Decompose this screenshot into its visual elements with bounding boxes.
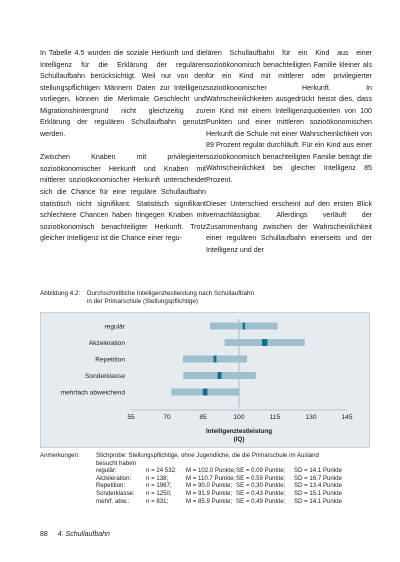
- x-axis-title: Intelligenztestleistung: [205, 428, 273, 435]
- notes-cell-sd: SD = 16.7 Punkte: [294, 474, 342, 482]
- notes-cell-m: M = 91.9 Punkte;: [186, 489, 233, 497]
- notes-row: [40, 498, 370, 506]
- page-footer: [40, 531, 110, 538]
- notes-cell-sd: SD = 14.1 Punkte: [294, 497, 342, 505]
- x-tick-label: 115: [269, 414, 281, 421]
- notes-cell-se: SE = 0.43 Punkte;: [236, 489, 286, 497]
- paragraph: In Tabelle 4.5 wurden die soziale Herkunft und die Intelligenz für die Erklärung der regulären Schullaufbahn berücksichtigt. Weil nur von den stellungspflichtigen Männern Daten zur Intelligenz vorliegen, können die Merkmale Geschlecht und Migrationshintergrund nicht gleichzeitig zur Erklärung der regulären Schullaufbahn genutzt werden.: [40, 49, 206, 138]
- notes-row: [40, 467, 370, 475]
- x-tick-label: 55: [127, 414, 135, 421]
- figure-caption: [40, 290, 370, 306]
- paragraph: lären Schullaufbahn für ein Kind aus einer sozioökonomisch benachteiligten Familie kleiner als für ein Kind mit mittlerer oder privilegierter sozioökonomischer Herkunft. In Wahrscheinlichkeiten ausgedrückt heisst dies, dass ein Kind mit einem Intelligenzquotienten von 100 Punkten und einer mittleren sozioökonomischen Herkunft die Schule mit einer Wahrscheinlichkeit von 89 Prozent regulär durchläuft. Für ein Kind aus einer sozioökonomisch benachteiligten Familie beträgt die Wahrscheinlichkeit bei gleicher Intelligenz 85 Prozent.: [206, 49, 372, 185]
- notes-cell-n: n = 1967;: [146, 482, 172, 490]
- notes-cell-name: Repetition:: [96, 482, 126, 490]
- paragraph: Zwischen Knaben mit privilegierter sozioökonomischer Herkunft und Knaben mit mittlerer sozioökonomischer Herkunft unterscheidet sich die Chance für eine reguläre Schullaufbahn statistisch nicht signifikant. Statistisch signifikant schlechtere Chancen haben hingegen Knaben mit sozioökonomisch benachteiligter Herkunft. Trotz gleicher Intelligenz ist die Chance einer regu-: [40, 153, 206, 243]
- mean-ci-marker: [243, 323, 245, 330]
- notes-cell-name: Sonderklasse:: [96, 489, 135, 497]
- mean-ci-marker: [262, 339, 268, 346]
- x-axis-unit: (IQ): [233, 436, 245, 443]
- notes-cell-n: n = 831;: [146, 497, 169, 505]
- notes-cell-m: M = 110.7 Punkte;: [186, 474, 236, 482]
- notes-cell-sd: SD = 15.1 Punkte: [294, 489, 342, 497]
- figure-notes: [40, 452, 370, 505]
- figure-label: Abbildung 4.2:: [40, 290, 81, 297]
- notes-row: [40, 490, 370, 498]
- x-tick-label: 100: [233, 414, 245, 421]
- mean-ci-marker: [214, 356, 217, 363]
- iq-chart-svg: [41, 313, 371, 449]
- x-tick-label: 70: [163, 414, 171, 421]
- x-tick-label: 145: [341, 414, 353, 421]
- notes-cell-m: M = 85.9 Punkte;: [186, 497, 233, 505]
- notes-label: Anmerkungen:: [40, 452, 80, 459]
- page-number: 88: [40, 531, 48, 538]
- category-label: mehrfach abweichend: [60, 389, 125, 397]
- paragraph: Dieser Unterschied erscheint auf den ersten Blick vernachlässigbar. Allerdings verläuft der Zusammenhang zwischen der Wahrscheinlichkeit einer regulären Schullaufbahn einerseits und der Intelligenz und der: [206, 199, 372, 254]
- notes-cell-name: regulär:: [96, 467, 117, 475]
- notes-cell-se: SE = 0.59 Punkte;: [236, 474, 286, 482]
- mean-ci-marker: [218, 372, 222, 379]
- notes-cell-se: SE = 0.30 Punkte;: [236, 482, 286, 490]
- x-tick-label: 85: [199, 414, 207, 421]
- category-label: Sonderklasse: [85, 372, 125, 380]
- notes-cell-n: n = 24 532;: [146, 467, 177, 475]
- chapter-title: 4. Schullaufbahn: [57, 531, 110, 538]
- notes-cell-m: M = 90.0 Punkte;: [186, 482, 233, 490]
- figure-title: Durchschnittliche Intelligenztestleistung nach Schullaufbahn: [87, 290, 254, 297]
- notes-cell-m: M = 102.0 Punkte;: [186, 467, 236, 475]
- notes-cell-name: mehrf. abw.:: [96, 497, 130, 505]
- category-label: Repetition: [95, 356, 125, 364]
- notes-sample: Stichprobe: Stellungspflichtige, ohne Jugendliche, die die Primarschule im Ausland: [96, 452, 319, 459]
- notes-row: [40, 475, 370, 483]
- left-text-column: [40, 48, 206, 257]
- notes-cell-name: Akzeleration:: [96, 474, 132, 482]
- figure-subtitle: in der Primarschule (Stellungspflichtige): [87, 298, 198, 305]
- category-label: Akzeleration: [88, 339, 125, 347]
- notes-cell-n: n = 1250;: [146, 489, 172, 497]
- notes-row: [40, 482, 370, 490]
- notes-cell-n: n = 138;: [146, 474, 169, 482]
- notes-cell-sd: SD = 13.4 Punkte: [294, 482, 342, 490]
- notes-sample-cont: besucht haben: [96, 459, 136, 467]
- notes-cell-se: SE = 0.49 Punkte;: [236, 497, 286, 505]
- notes-cell-se: SE = 0.09 Punkte;: [236, 467, 286, 475]
- mean-ci-marker: [203, 389, 208, 396]
- notes-cell-sd: SD = 14.1 Punkte: [294, 467, 342, 475]
- right-text-column: [206, 48, 372, 268]
- x-tick-label: 130: [305, 414, 317, 421]
- category-label: regulär: [104, 323, 125, 331]
- iq-chart: [40, 312, 370, 448]
